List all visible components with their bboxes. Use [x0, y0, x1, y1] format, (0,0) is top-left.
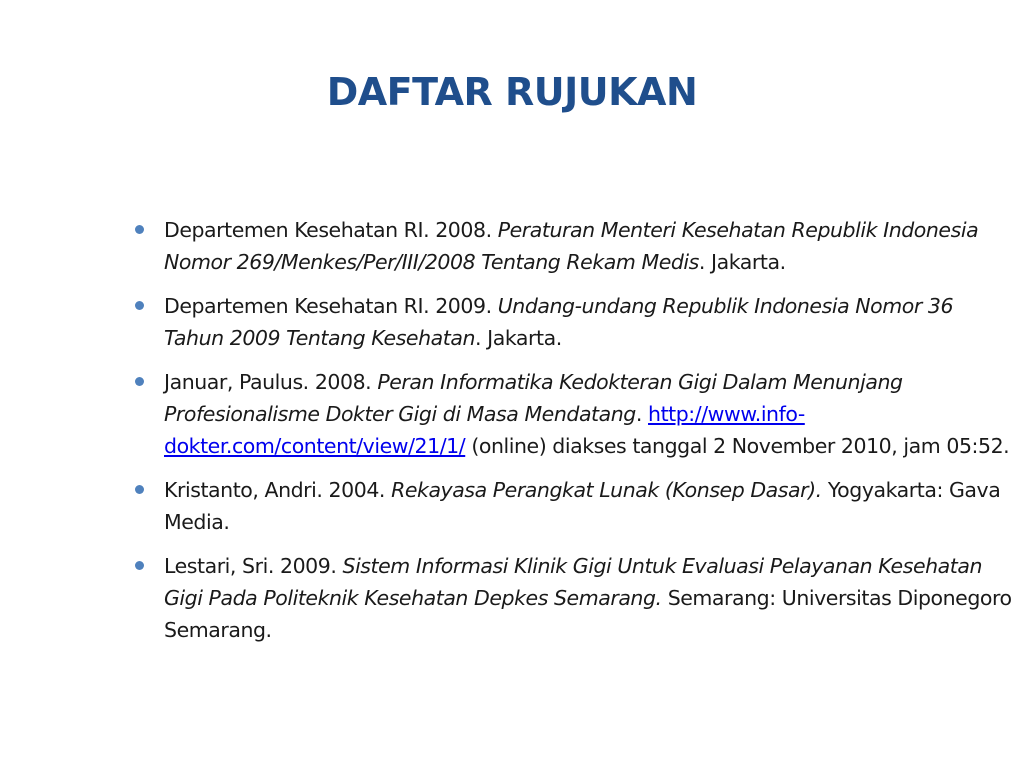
reference-rest: Yogyakarta: Gava Media.	[164, 478, 1001, 534]
slide-title: DAFTAR RUJUKAN	[326, 70, 698, 114]
reference-author-year: Lestari, Sri. 2009.	[164, 554, 337, 578]
reference-link[interactable]: http://www.info-dokter.com/content/view/21/1/	[164, 402, 805, 458]
reference-rest: (online) diakses tanggal 2 November 2010, jam 05:52.	[471, 434, 1010, 458]
reference-author-year: Departemen Kesehatan RI. 2008.	[164, 218, 492, 242]
reference-list	[133, 214, 1018, 658]
bullet-icon	[135, 377, 144, 386]
reference-rest: . Jakarta.	[475, 326, 562, 350]
reference-author-year: Januar, Paulus. 2008.	[164, 370, 372, 394]
reference-title: Undang-undang Republik Indonesia Nomor 36 Tahun 2009 Tentang Kesehatan	[164, 294, 954, 350]
bullet-icon	[135, 561, 144, 570]
reference-item	[133, 474, 1018, 538]
reference-title: Sistem Informasi Klinik Gigi Untuk Evaluasi Pelayanan Kesehatan Gigi Pada Politeknik Kesehatan Depkes Semarang.	[164, 554, 983, 610]
reference-author-year: Kristanto, Andri. 2004.	[164, 478, 385, 502]
reference-rest: . Jakarta.	[698, 250, 786, 274]
bullet-icon	[135, 225, 144, 234]
reference-title: Peraturan Menteri Kesehatan Republik Indonesia Nomor 269/Menkes/Per/III/2008 Tentang Rekam Medis	[164, 218, 979, 274]
reference-separator: .	[635, 402, 642, 426]
reference-title: Peran Informatika Kedokteran Gigi Dalam Menunjang Profesionalisme Dokter Gigi di Masa Mendatang	[164, 370, 903, 426]
reference-item	[133, 550, 1018, 646]
reference-author-year: Departemen Kesehatan RI. 2009.	[164, 294, 492, 318]
bullet-icon	[135, 485, 144, 494]
reference-item	[133, 214, 1018, 278]
reference-item	[133, 290, 1018, 354]
reference-item	[133, 366, 1018, 462]
reference-rest: Semarang: Universitas Diponegoro Semarang.	[164, 586, 1012, 642]
bullet-icon	[135, 301, 144, 310]
reference-title: Rekayasa Perangkat Lunak (Konsep Dasar).	[391, 478, 822, 502]
